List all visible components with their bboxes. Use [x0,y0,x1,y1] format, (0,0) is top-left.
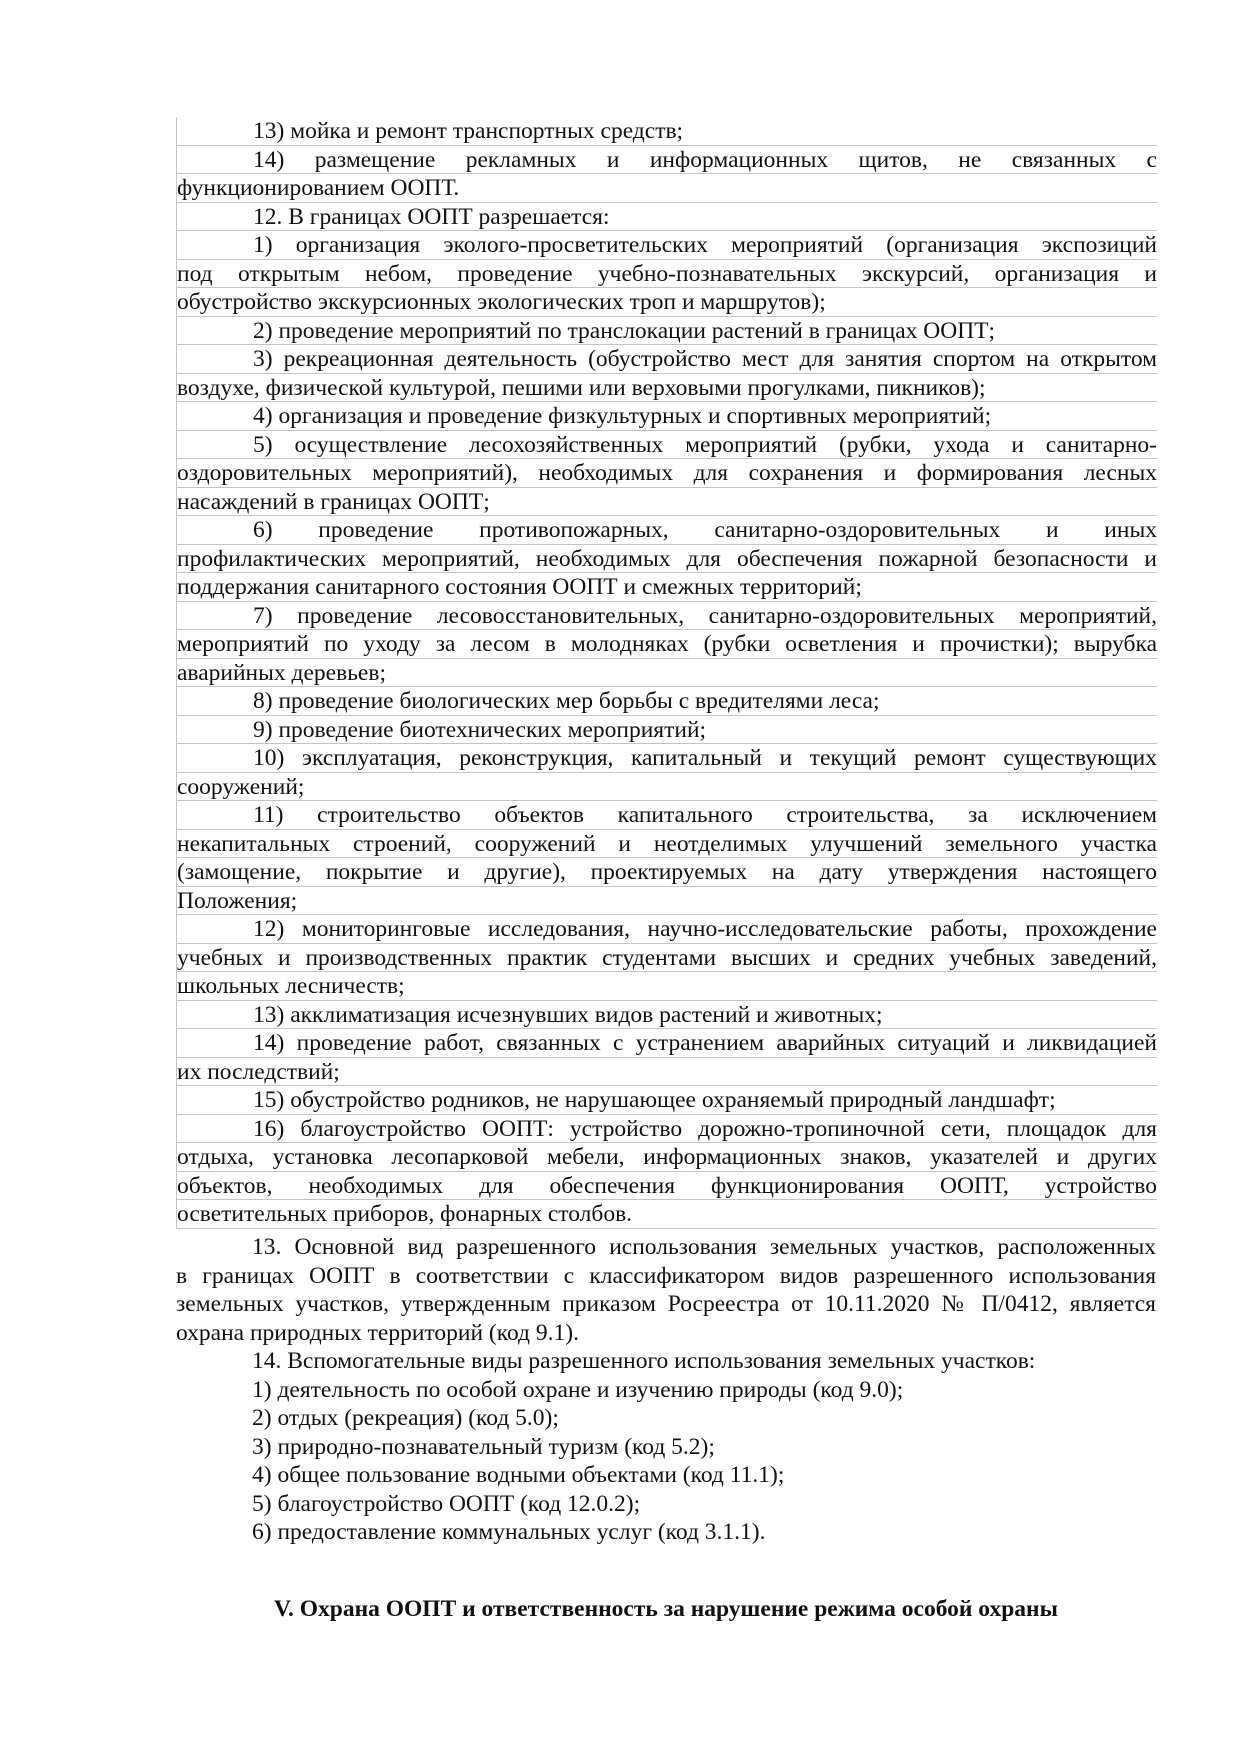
line-44: 1) деятельность по особой охране и изучению природы (код 9.0); [252,1376,904,1403]
line-13: насаждений в границах ООПТ; [177,488,1157,517]
line-47: 4) общее пользование водными объектами (код 11.1); [252,1462,785,1488]
line-1: 14) размещение рекламных и информационных щитов, не связанных с [177,146,1157,175]
line-45: 2) отдых (рекреация) (код 5.0); [252,1405,559,1431]
line-24: 11) строительство объектов капитального строительства, за исключением [177,801,1157,830]
line-21: 9) проведение биотехнических мероприятий; [177,716,1157,745]
line-14: 6) проведение противопожарных, санитарно-оздоровительных и иных [177,516,1157,545]
line-10: 4) организация и проведение физкультурных и спортивных мероприятий; [177,402,1157,431]
line-20: 8) проведение биологических мер борьбы с вредителями леса; [177,687,1157,716]
line-18: мероприятий по уходу за лесом в молодняках (рубки осветления и прочистки); вырубка [177,631,1157,657]
line-31: 13) акклиматизация исчезнувших видов растений и животных; [177,1001,1157,1030]
line-42: охрана природных территорий (код 9.1). [176,1319,579,1346]
line-4: 1) организация эколого-просветительских мероприятий (организация экспозиций [177,231,1157,260]
line-28: 12) мониторинговые исследования, научно-исследовательские работы, прохождение [177,915,1157,944]
line-7: 2) проведение мероприятий по транслокации растений в границах ООПТ; [177,317,1157,346]
line-41: земельных участков, утвержденным приказом Росреестра от 10.11.2020 № П/0412, является [176,1291,1156,1317]
line-27: Положения; [177,887,1157,916]
line-43: 14. Вспомогательные виды разрешенного использования земельных участков: [252,1348,1036,1374]
line-32: 14) проведение работ, связанных с устранением аварийных ситуаций и ликвидацией [177,1029,1157,1058]
line-2: функционированием ООПТ. [177,174,1157,203]
line-39: 13. Основной вид разрешенного использования земельных участков, расположенных [252,1234,1156,1260]
line-37: объектов, необходимых для обеспечения функционирования ООПТ, устройство [177,1172,1157,1199]
line-0: 13) мойка и ремонт транспортных средств; [177,117,1157,146]
line-16: поддержания санитарного состояния ООПТ и смежных территорий; [177,573,1157,602]
table-text-block [176,117,1157,1229]
line-35: 16) благоустройство ООПТ: устройство дорожно-тропиночной сети, площадок для [177,1115,1157,1144]
line-22: 10) эксплуатация, реконструкция, капитальный и текущий ремонт существующих [177,744,1157,773]
line-3: 12. В границах ООПТ разрешается: [177,203,1157,232]
line-30: школьных лесничеств; [177,972,1157,1001]
line-48: 5) благоустройство ООПТ (код 12.0.2); [252,1490,641,1517]
line-40: в границах ООПТ в соответствии с классификатором видов разрешенного использования [176,1262,1156,1289]
line-34: 15) обустройство родников, не нарушающее охраняемый природный ландшафт; [177,1086,1157,1115]
line-26: (замощение, покрытие и другие), проектируемых на дату утверждения настоящего [177,859,1157,885]
line-49: 6) предоставление коммунальных услуг (код 3.1.1). [252,1519,766,1545]
section-heading: V. Охрана ООПТ и ответственность за нарушение режима особой охраны [274,1596,1058,1622]
line-19: аварийных деревьев; [177,659,1157,688]
line-5: под открытым небом, проведение учебно-познавательных экскурсий, организация и [177,260,1157,287]
line-9: воздухе, физической культурой, пешими или верховыми прогулками, пикников); [177,374,1157,403]
line-11: 5) осуществление лесохозяйственных мероприятий (рубки, ухода и санитарно- [177,431,1157,460]
line-15: профилактических мероприятий, необходимых для обеспечения пожарной безопасности и [177,545,1157,572]
line-33: их последствий; [177,1058,1157,1087]
line-29: учебных и производственных практик студентами высших и средних учебных заведений, [177,944,1157,971]
line-8: 3) рекреационная деятельность (обустройство мест для занятия спортом на открытом [177,345,1157,374]
line-17: 7) проведение лесовосстановительных, санитарно-оздоровительных мероприятий, [177,602,1157,631]
line-12: оздоровительных мероприятий), необходимых для сохранения и формирования лесных [177,460,1157,486]
line-25: некапитальных строений, сооружений и неотделимых улучшений земельного участка [177,830,1157,857]
line-6: обустройство экскурсионных экологических троп и маршрутов); [177,288,1157,317]
line-46: 3) природно-познавательный туризм (код 5.2); [252,1433,715,1460]
line-23: сооружений; [177,773,1157,802]
line-36: отдыха, установка лесопарковой мебели, информационных знаков, указателей и других [177,1144,1157,1170]
line-38: осветительных приборов, фонарных столбов. [177,1200,1157,1229]
body-text-block [176,1233,1156,1547]
